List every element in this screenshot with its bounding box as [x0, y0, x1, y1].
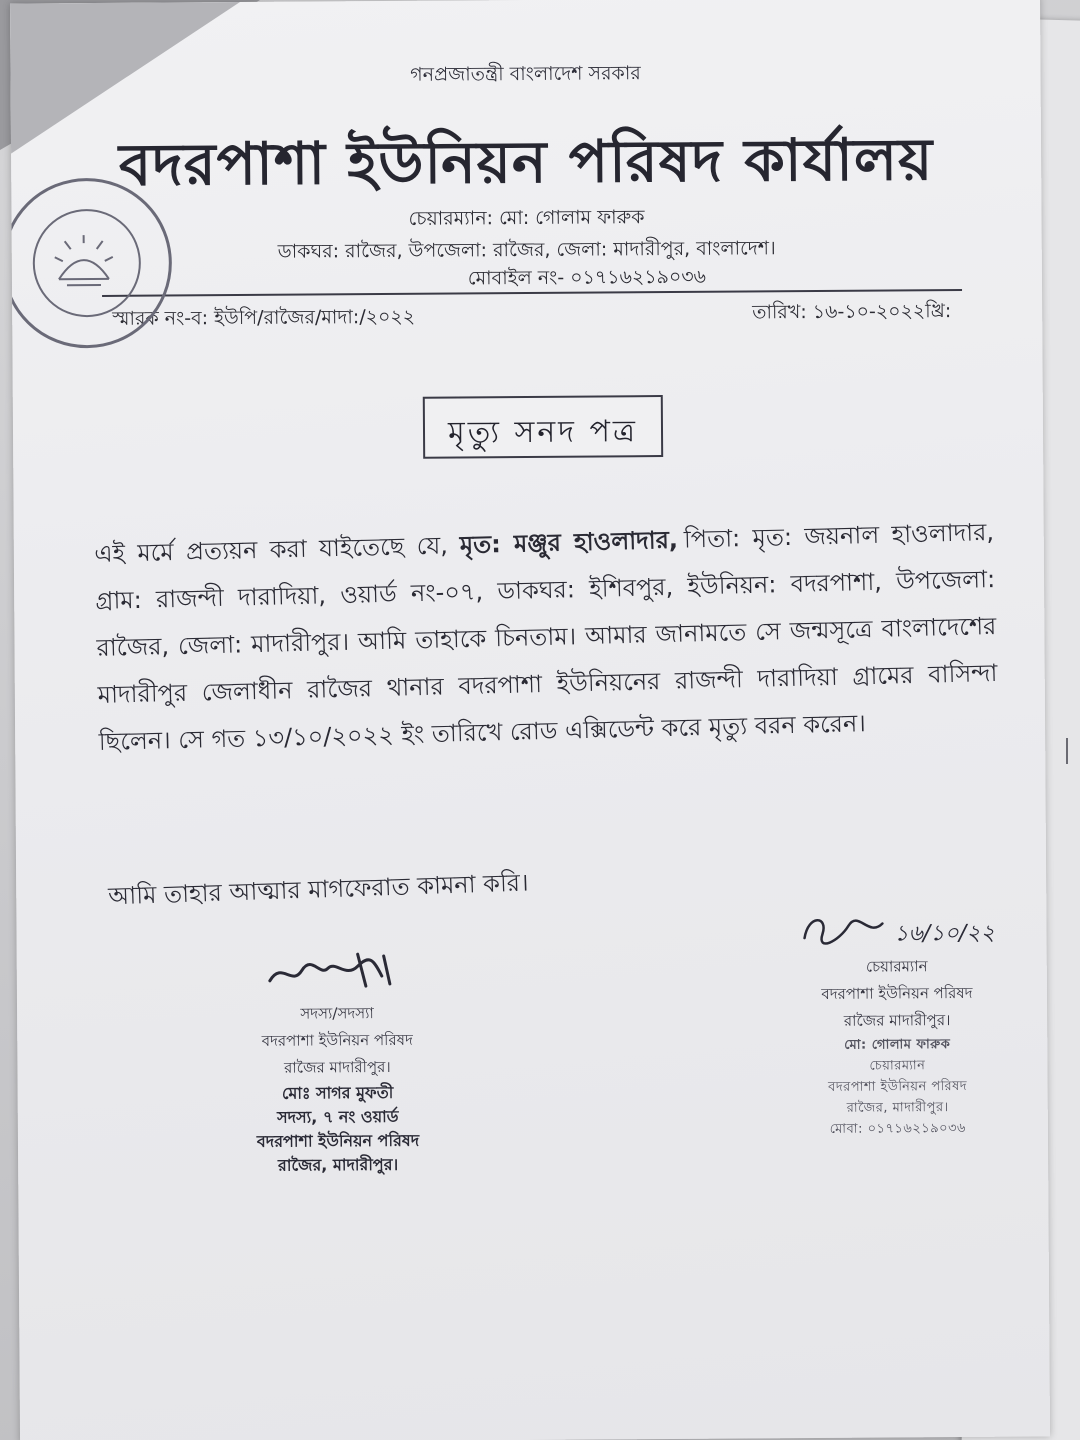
edge-mark	[1066, 738, 1076, 764]
chairman-office: বদরপাশা ইউনিয়ন পরিষদ	[821, 983, 973, 1003]
chairman-signature-block	[756, 896, 1038, 1140]
member-stamp-office: বদরপাশা ইউনিয়ন পরিষদ	[256, 1130, 420, 1151]
certificate-title: মৃত্যু সনদ পত্র	[447, 414, 639, 451]
body-lead: এই মর্মে প্রত্যয়ন করা যাইতেছে যে,	[93, 531, 449, 569]
government-name: গনপ্রজাতন্ত্রী বাংলাদেশ সরকার	[410, 62, 641, 86]
member-role: সদস্য/সদস্যা	[300, 1004, 374, 1023]
death-certificate-document	[10, 0, 1050, 1440]
prayer-line: আমি তাহার আত্মার মাগফেরাত কামনা করি।	[107, 868, 530, 911]
certificate-title-box	[423, 395, 663, 459]
chairman-stamp-location: রাজৈর, মাদারীপুর।	[846, 1100, 949, 1116]
body-details: পিতা: মৃত: জয়নাল হাওলাদার, গ্রাম: রাজন্দী দারাদিয়া, ওয়ার্ড নং-০৭, ডাকঘর: ইশিবপুর, ইউনিয়ন: বদরপাশা, উপজেলা: রাজৈর, জেলা: মাদারীপুর। আমি তাহাকে চিনতাম। আমার জানামতে সে জন্মসূত্রে বাংলাদেশের মাদারীপুর জেলাধীন রাজৈর থানার বদরপাশা ইউনিয়নের রাজন্দী দারাদিয়া গ্রামের বাসিন্দা ছিলেন। সে গত ১৩/১০/২০২২ ইং তারিখে রোড এক্সিডেন্ট করে মৃত্যু বরন করেন।	[95, 518, 998, 756]
address-line: ডাকঘর: রাজৈর, উপজেলা: রাজৈর, জেলা: মাদারীপুর, বাংলাদেশ।	[277, 237, 776, 263]
issue-date: তারিখ: ১৬-১০-২০২২খ্রি:	[752, 300, 952, 324]
chairman-stamp-office: বদরপাশা ইউনিয়ন পরিষদ	[828, 1078, 968, 1095]
deceased-name: মৃত: মঞ্জুর হাওলাদার,	[459, 525, 679, 560]
member-signature-block	[197, 945, 479, 1178]
member-location: রাজৈর মাদারীপুর।	[284, 1057, 391, 1077]
certificate-body	[94, 509, 999, 766]
chairman-location: রাজৈর মাদারীপুর।	[843, 1011, 951, 1030]
chairman-signature-icon	[798, 907, 888, 954]
mobile-line: মোবাইল নং- ০১৭১৬২১৯০৩৬	[467, 265, 707, 290]
member-office: বদরপাশা ইউনিয়ন পরিষদ	[261, 1030, 413, 1050]
member-stamp-name: মোঃ সাগর মুফতী	[281, 1082, 394, 1103]
chairman-role: চেয়ারম্যান	[865, 957, 928, 976]
chairman-sign-date: ১৬/১০/২২	[894, 920, 995, 947]
member-stamp-location: রাজৈর, মাদারীপুর।	[277, 1154, 399, 1175]
office-title: বদরপাশা ইউনিয়ন পরিষদ কার্যালয়	[118, 125, 934, 199]
chairman-stamp-role: চেয়ারম্যান	[869, 1058, 926, 1074]
chairman-line: চেয়ারম্যান: মো: গোলাম ফারুক	[408, 206, 645, 230]
chairman-stamp-name: মো: গোলাম ফারুক	[844, 1037, 951, 1053]
chairman-stamp-mobile: মোবা: ০১৭১৬২১৯০৩৬	[829, 1120, 967, 1137]
member-signature-icon	[262, 946, 412, 997]
member-stamp-role: সদস্য, ৭ নং ওয়ার্ড	[277, 1106, 399, 1127]
seal-emblem-icon	[49, 231, 119, 291]
memo-number: স্মারক নং-ব: ইউপি/রাজৈর/মাদা:/২০২২	[112, 305, 416, 330]
